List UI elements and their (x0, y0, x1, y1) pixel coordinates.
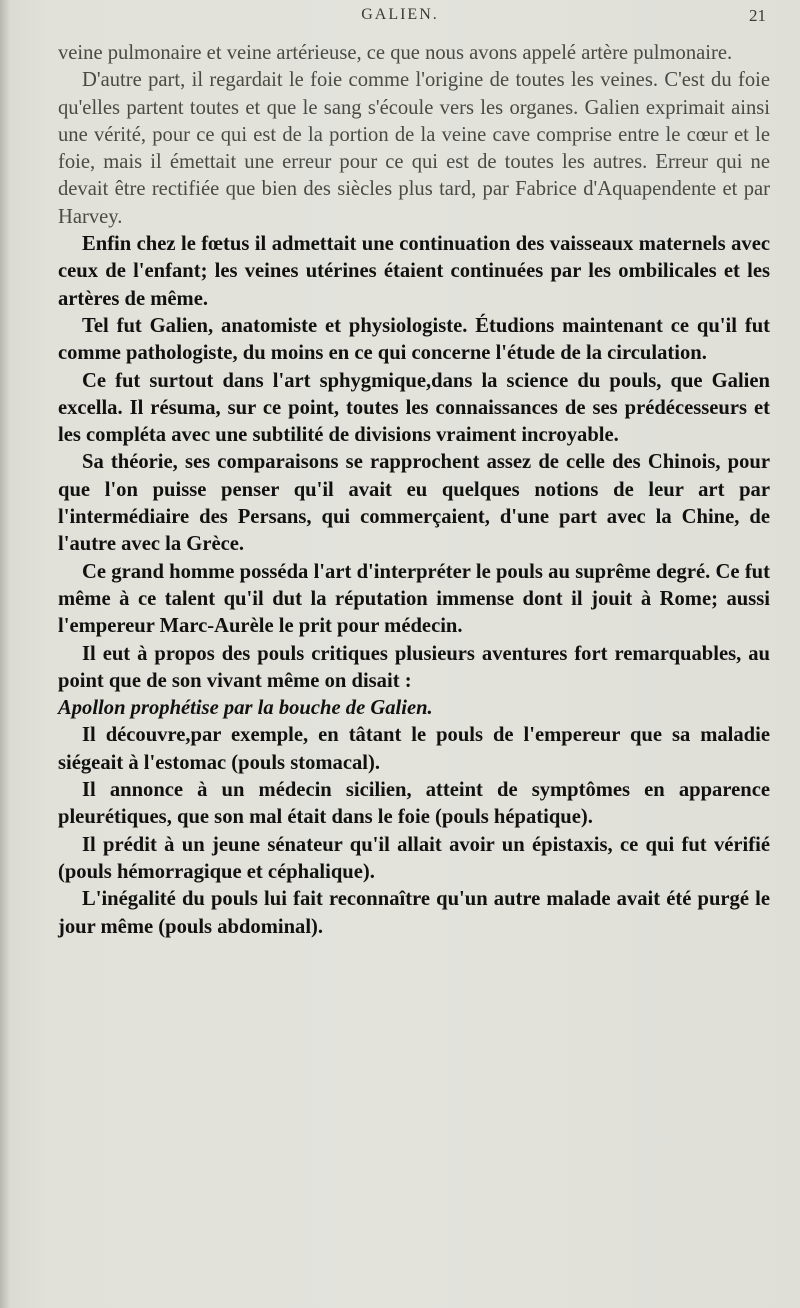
running-title: GALIEN. (361, 6, 439, 23)
quotation-line: Apollon prophétise par la bouche de Galien. (58, 697, 433, 720)
paragraph-1: veine pulmonaire et veine artérieuse, ce que nous avons appelé artère pulmonaire. (58, 42, 733, 64)
paragraph-9: Il découvre,par exemple, en tâtant le pouls de l'empereur que sa maladie siégeait à l'estomac (pouls stomacal). (58, 724, 770, 774)
paragraph-11: Il prédit à un jeune sénateur qu'il allait avoir un épistaxis, ce qui fut vérifié (pouls hémorragique et céphalique). (58, 833, 770, 883)
paragraph-8: Il eut à propos des pouls critiques plusieurs aventures fort remarquables, au point que de son vivant même on disait : (58, 642, 770, 692)
paragraph-3: Enfin chez le fœtus il admettait une continuation des vaisseaux maternels avec ceux de l'enfant; les veines utérines étaient continuées par les ombilicales et les artères de même. (58, 233, 770, 310)
paragraph-12: L'inégalité du pouls lui fait reconnaître qu'un autre malade avait été purgé le jour même (pouls abdominal). (58, 888, 770, 938)
page-number: 21 (749, 6, 766, 25)
paragraph-2: D'autre part, il regardait le foie comme l'origine de toutes les veines. C'est du foie qu'elles partent toutes et que le sang s'écoule vers les organes. Galien exprimait ainsi une vérité, pour ce qui est de la portion de la veine cave comprise entre le cœur et le foie, mais il émettait une erreur pour ce qui est de toutes les autres. Erreur qui ne devait être rectifiée que bien des siècles plus tard, par Fabrice d'Aquapendente et par Harvey. (58, 69, 770, 228)
paragraph-7: Ce grand homme posséda l'art d'interpréter le pouls au suprême degré. Ce fut même à ce talent qu'il dut la réputation immense dont il jouit à Rome; aussi l'empereur Marc-Aurèle le prit pour médecin. (58, 560, 770, 638)
paragraph-5: Ce fut surtout dans l'art sphygmique,dans la science du pouls, que Galien excella. Il résuma, sur ce point, toutes les connaissances de ses prédécesseurs et les compléta avec une subtilité de divisions vraiment incroyable. (58, 369, 770, 447)
page-header (0, 6, 800, 28)
body-text (58, 40, 770, 941)
paragraph-10: Il annonce à un médecin sicilien, atteint de symptômes en apparence pleurétiques, que son mal était dans le foie (pouls hépatique). (58, 779, 770, 829)
paragraph-4: Tel fut Galien, anatomiste et physiologiste. Étudions maintenant ce qu'il fut comme pathologiste, du moins en ce qui concerne l'étude de la circulation. (58, 314, 770, 365)
spine-shadow (0, 0, 10, 1308)
paragraph-6: Sa théorie, ses comparaisons se rapprochent assez de celle des Chinois, pour que l'on puisse penser qu'il avait eu quelques notions de leur art par l'intermédiaire des Persans, qui commerçaient, d'une part avec la Chine, de l'autre avec la Grèce. (58, 451, 770, 556)
